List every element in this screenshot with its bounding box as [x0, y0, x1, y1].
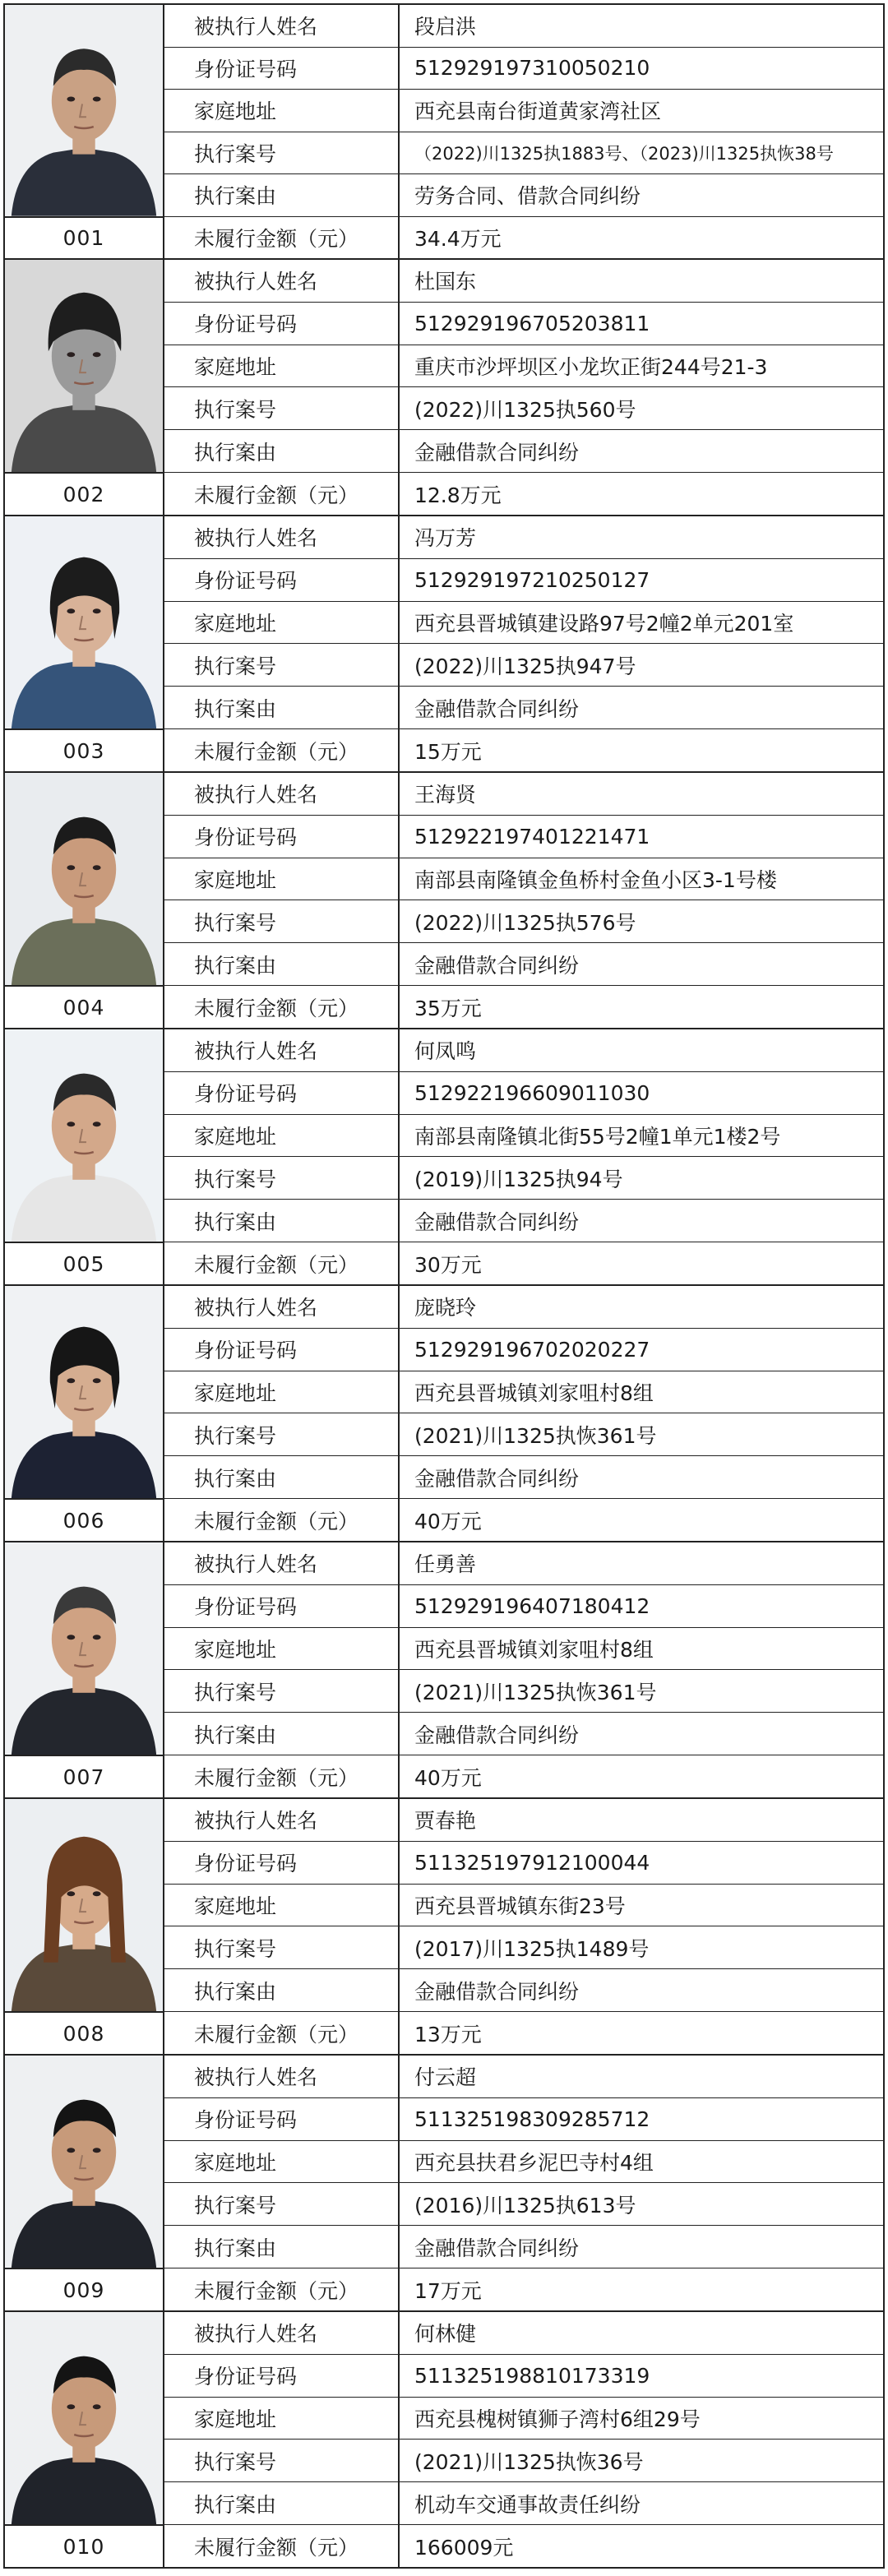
person-icon	[5, 1029, 163, 1242]
record-fields	[164, 516, 885, 771]
label-case-cause: 执行案由	[164, 430, 400, 472]
row-address	[164, 1371, 885, 1414]
row-address	[164, 345, 885, 388]
label-case-cause: 执行案由	[164, 943, 400, 985]
label-address: 家庭地址	[164, 345, 400, 387]
label-case-number: 执行案号	[164, 2440, 400, 2481]
row-case-number	[164, 2440, 885, 2482]
label-address: 家庭地址	[164, 1885, 400, 1926]
record-fields	[164, 1799, 885, 2054]
value-amount: 13万元	[400, 2012, 885, 2054]
row-address	[164, 2141, 885, 2184]
row-address	[164, 1628, 885, 1671]
label-case-cause: 执行案由	[164, 1200, 400, 1242]
value-id: 512922196609011030	[400, 1072, 885, 1114]
row-case-cause	[164, 174, 885, 217]
label-case-number: 执行案号	[164, 1926, 400, 1968]
row-id	[164, 559, 885, 602]
value-id: 512929197210250127	[400, 559, 885, 601]
value-case-number: (2017)川1325执1489号	[400, 1926, 885, 1968]
record-fields	[164, 2312, 885, 2567]
value-case-cause: 金融借款合同纠纷	[400, 1200, 885, 1242]
value-case-cause: 机动车交通事故责任纠纷	[400, 2482, 885, 2524]
label-amount: 未履行金额（元）	[164, 2012, 400, 2054]
record-number: 002	[5, 472, 163, 515]
label-address: 家庭地址	[164, 1628, 400, 1670]
record-number: 009	[5, 2268, 163, 2310]
value-case-cause: 金融借款合同纠纷	[400, 687, 885, 728]
record-fields	[164, 1286, 885, 1541]
debtor-list-table	[3, 3, 885, 2569]
row-id	[164, 816, 885, 858]
label-amount: 未履行金额（元）	[164, 473, 400, 515]
label-amount: 未履行金额（元）	[164, 217, 400, 259]
label-address: 家庭地址	[164, 1371, 400, 1413]
value-name: 任勇善	[400, 1542, 885, 1584]
portrait-photo	[5, 2312, 163, 2524]
label-id: 身份证号码	[164, 559, 400, 601]
row-case-number	[164, 1926, 885, 1969]
label-id: 身份证号码	[164, 48, 400, 90]
record	[3, 2312, 885, 2569]
value-case-number: (2021)川1325执恢361号	[400, 1413, 885, 1455]
portrait-photo	[5, 773, 163, 985]
row-case-number	[164, 644, 885, 687]
person-icon	[5, 260, 163, 472]
row-amount	[164, 1755, 885, 1797]
value-amount: 40万元	[400, 1499, 885, 1541]
value-amount: 17万元	[400, 2268, 885, 2310]
label-amount: 未履行金额（元）	[164, 1499, 400, 1541]
row-address	[164, 602, 885, 645]
label-address: 家庭地址	[164, 2398, 400, 2440]
portrait-photo	[5, 5, 163, 216]
label-name: 被执行人姓名	[164, 773, 400, 815]
value-amount: 30万元	[400, 1242, 885, 1284]
label-case-cause: 执行案由	[164, 1713, 400, 1755]
value-name: 杜国东	[400, 260, 885, 302]
row-name	[164, 1542, 885, 1585]
value-case-number: (2021)川1325执恢36号	[400, 2440, 885, 2481]
label-address: 家庭地址	[164, 2141, 400, 2183]
label-id: 身份证号码	[164, 303, 400, 345]
value-address: 西充县南台街道黄家湾社区	[400, 90, 885, 132]
row-name	[164, 1799, 885, 1842]
label-case-number: 执行案号	[164, 1157, 400, 1199]
record	[3, 1286, 885, 1542]
label-amount: 未履行金额（元）	[164, 1755, 400, 1797]
portrait-photo	[5, 2056, 163, 2268]
value-amount: 166009元	[400, 2525, 885, 2567]
label-name: 被执行人姓名	[164, 2312, 400, 2354]
portrait-photo	[5, 1799, 163, 2011]
value-case-number: (2021)川1325执恢361号	[400, 1670, 885, 1712]
portrait-photo	[5, 1542, 163, 1755]
record	[3, 516, 885, 773]
row-case-cause	[164, 687, 885, 729]
label-id: 身份证号码	[164, 1585, 400, 1627]
row-amount	[164, 1499, 885, 1541]
value-amount: 35万元	[400, 986, 885, 1028]
value-name: 王海贤	[400, 773, 885, 815]
row-id	[164, 2355, 885, 2398]
row-case-cause	[164, 2482, 885, 2525]
row-name	[164, 260, 885, 303]
row-amount	[164, 729, 885, 771]
person-icon	[5, 2312, 163, 2524]
value-case-cause: 劳务合同、借款合同纠纷	[400, 174, 885, 216]
person-icon	[5, 1799, 163, 2011]
row-amount	[164, 2268, 885, 2310]
photo-column	[3, 1542, 164, 1797]
person-icon	[5, 5, 163, 216]
value-name: 何凤鸣	[400, 1029, 885, 1071]
row-amount	[164, 2525, 885, 2567]
label-case-number: 执行案号	[164, 644, 400, 686]
value-address: 西充县晋城镇建设路97号2幢2单元201室	[400, 602, 885, 644]
record-number: 004	[5, 985, 163, 1028]
record	[3, 1029, 885, 1286]
row-name	[164, 2312, 885, 2355]
row-name	[164, 5, 885, 48]
value-name: 付云超	[400, 2056, 885, 2097]
value-address: 重庆市沙坪坝区小龙坎正街244号21-3	[400, 345, 885, 387]
row-case-number	[164, 387, 885, 430]
record-fields	[164, 2056, 885, 2310]
value-id: 511325198810173319	[400, 2355, 885, 2397]
record	[3, 3, 885, 260]
value-case-cause: 金融借款合同纠纷	[400, 943, 885, 985]
row-amount	[164, 1242, 885, 1284]
value-case-number: (2019)川1325执94号	[400, 1157, 885, 1199]
value-case-number: (2022)川1325执947号	[400, 644, 885, 686]
row-name	[164, 2056, 885, 2098]
label-name: 被执行人姓名	[164, 1799, 400, 1841]
person-icon	[5, 1286, 163, 1498]
row-name	[164, 1029, 885, 1072]
value-amount: 40万元	[400, 1755, 885, 1797]
row-case-number	[164, 1157, 885, 1200]
value-id: 511325197912100044	[400, 1842, 885, 1884]
label-name: 被执行人姓名	[164, 1029, 400, 1071]
label-case-number: 执行案号	[164, 2183, 400, 2225]
label-case-number: 执行案号	[164, 1670, 400, 1712]
record-number: 007	[5, 1755, 163, 1797]
value-id: 512929196705203811	[400, 303, 885, 345]
photo-column	[3, 1029, 164, 1284]
row-id	[164, 1842, 885, 1885]
value-address: 西充县晋城镇东街23号	[400, 1885, 885, 1926]
label-case-cause: 执行案由	[164, 174, 400, 216]
row-id	[164, 1072, 885, 1115]
row-id	[164, 48, 885, 90]
person-icon	[5, 2056, 163, 2268]
label-id: 身份证号码	[164, 1072, 400, 1114]
photo-column	[3, 2312, 164, 2567]
value-address: 西充县扶君乡泥巴寺村4组	[400, 2141, 885, 2183]
photo-column	[3, 773, 164, 1028]
row-amount	[164, 986, 885, 1028]
value-id: 512922197401221471	[400, 816, 885, 858]
row-id	[164, 1585, 885, 1628]
value-name: 段启洪	[400, 5, 885, 47]
record	[3, 1542, 885, 1799]
label-case-cause: 执行案由	[164, 2226, 400, 2268]
value-name: 贾春艳	[400, 1799, 885, 1841]
row-case-cause	[164, 1969, 885, 2012]
label-case-cause: 执行案由	[164, 1456, 400, 1498]
label-address: 家庭地址	[164, 1115, 400, 1157]
photo-column	[3, 516, 164, 771]
record-number: 010	[5, 2524, 163, 2567]
record-fields	[164, 260, 885, 515]
value-address: 南部县南隆镇北街55号2幢1单元1楼2号	[400, 1115, 885, 1157]
value-case-number: (2016)川1325执613号	[400, 2183, 885, 2225]
record	[3, 1799, 885, 2056]
label-amount: 未履行金额（元）	[164, 2525, 400, 2567]
row-address	[164, 858, 885, 901]
photo-column	[3, 2056, 164, 2310]
photo-column	[3, 1799, 164, 2054]
value-address: 西充县晋城镇刘家咀村8组	[400, 1628, 885, 1670]
label-id: 身份证号码	[164, 1842, 400, 1884]
label-case-number: 执行案号	[164, 900, 400, 942]
record-fields	[164, 1029, 885, 1284]
row-name	[164, 773, 885, 816]
row-address	[164, 2398, 885, 2440]
value-case-number: (2022)川1325执560号	[400, 387, 885, 429]
person-icon	[5, 516, 163, 728]
photo-column	[3, 5, 164, 258]
value-id: 512929197310050210	[400, 48, 885, 90]
record	[3, 260, 885, 516]
value-id: 512929196702020227	[400, 1329, 885, 1371]
value-id: 511325198309285712	[400, 2098, 885, 2140]
row-case-number	[164, 1670, 885, 1713]
record-number: 003	[5, 728, 163, 771]
row-address	[164, 1885, 885, 1927]
portrait-photo	[5, 1029, 163, 1242]
value-id: 512929196407180412	[400, 1585, 885, 1627]
value-amount: 12.8万元	[400, 473, 885, 515]
row-id	[164, 1329, 885, 1371]
record-number: 005	[5, 1242, 163, 1284]
record-fields	[164, 1542, 885, 1797]
label-address: 家庭地址	[164, 90, 400, 132]
record-fields	[164, 5, 885, 258]
row-case-number	[164, 1413, 885, 1456]
portrait-photo	[5, 1286, 163, 1498]
label-id: 身份证号码	[164, 2355, 400, 2397]
record-number: 006	[5, 1498, 163, 1541]
row-case-number	[164, 132, 885, 175]
value-case-number: (2022)川1325执576号	[400, 900, 885, 942]
label-address: 家庭地址	[164, 858, 400, 900]
portrait-photo	[5, 260, 163, 472]
value-case-cause: 金融借款合同纠纷	[400, 1713, 885, 1755]
row-case-cause	[164, 1200, 885, 1242]
label-case-number: 执行案号	[164, 1413, 400, 1455]
label-case-cause: 执行案由	[164, 1969, 400, 2011]
row-case-cause	[164, 430, 885, 473]
value-name: 冯万芳	[400, 516, 885, 558]
label-name: 被执行人姓名	[164, 260, 400, 302]
value-name: 何林健	[400, 2312, 885, 2354]
row-amount	[164, 2012, 885, 2054]
label-name: 被执行人姓名	[164, 5, 400, 47]
row-case-cause	[164, 1713, 885, 1755]
row-address	[164, 90, 885, 132]
value-case-cause: 金融借款合同纠纷	[400, 1456, 885, 1498]
label-name: 被执行人姓名	[164, 1542, 400, 1584]
label-amount: 未履行金额（元）	[164, 986, 400, 1028]
row-case-cause	[164, 2226, 885, 2268]
label-id: 身份证号码	[164, 2098, 400, 2140]
row-case-number	[164, 900, 885, 943]
label-name: 被执行人姓名	[164, 2056, 400, 2097]
label-case-cause: 执行案由	[164, 687, 400, 728]
label-id: 身份证号码	[164, 1329, 400, 1371]
record	[3, 2056, 885, 2312]
label-case-cause: 执行案由	[164, 2482, 400, 2524]
label-name: 被执行人姓名	[164, 1286, 400, 1328]
label-amount: 未履行金额（元）	[164, 1242, 400, 1284]
value-amount: 15万元	[400, 729, 885, 771]
value-case-cause: 金融借款合同纠纷	[400, 2226, 885, 2268]
person-icon	[5, 773, 163, 985]
row-case-cause	[164, 943, 885, 986]
label-amount: 未履行金额（元）	[164, 729, 400, 771]
row-id	[164, 2098, 885, 2141]
row-name	[164, 1286, 885, 1329]
record-number: 001	[5, 216, 163, 258]
person-icon	[5, 1542, 163, 1755]
portrait-photo	[5, 516, 163, 728]
row-case-cause	[164, 1456, 885, 1499]
row-amount	[164, 217, 885, 259]
label-amount: 未履行金额（元）	[164, 2268, 400, 2310]
photo-column	[3, 260, 164, 515]
row-amount	[164, 473, 885, 515]
label-address: 家庭地址	[164, 602, 400, 644]
value-amount: 34.4万元	[400, 217, 885, 259]
value-case-number: （2022)川1325执1883号、（2023)川1325执恢38号	[400, 132, 885, 174]
record	[3, 773, 885, 1029]
value-address: 南部县南隆镇金鱼桥村金鱼小区3-1号楼	[400, 858, 885, 900]
row-case-number	[164, 2183, 885, 2226]
value-case-cause: 金融借款合同纠纷	[400, 430, 885, 472]
label-id: 身份证号码	[164, 816, 400, 858]
label-name: 被执行人姓名	[164, 516, 400, 558]
row-name	[164, 516, 885, 559]
label-case-number: 执行案号	[164, 132, 400, 174]
photo-column	[3, 1286, 164, 1541]
label-case-number: 执行案号	[164, 387, 400, 429]
record-number: 008	[5, 2011, 163, 2054]
record-fields	[164, 773, 885, 1028]
value-case-cause: 金融借款合同纠纷	[400, 1969, 885, 2011]
row-id	[164, 303, 885, 345]
value-address: 西充县晋城镇刘家咀村8组	[400, 1371, 885, 1413]
row-address	[164, 1115, 885, 1158]
value-name: 庞晓玲	[400, 1286, 885, 1328]
value-address: 西充县槐树镇狮子湾村6组29号	[400, 2398, 885, 2440]
